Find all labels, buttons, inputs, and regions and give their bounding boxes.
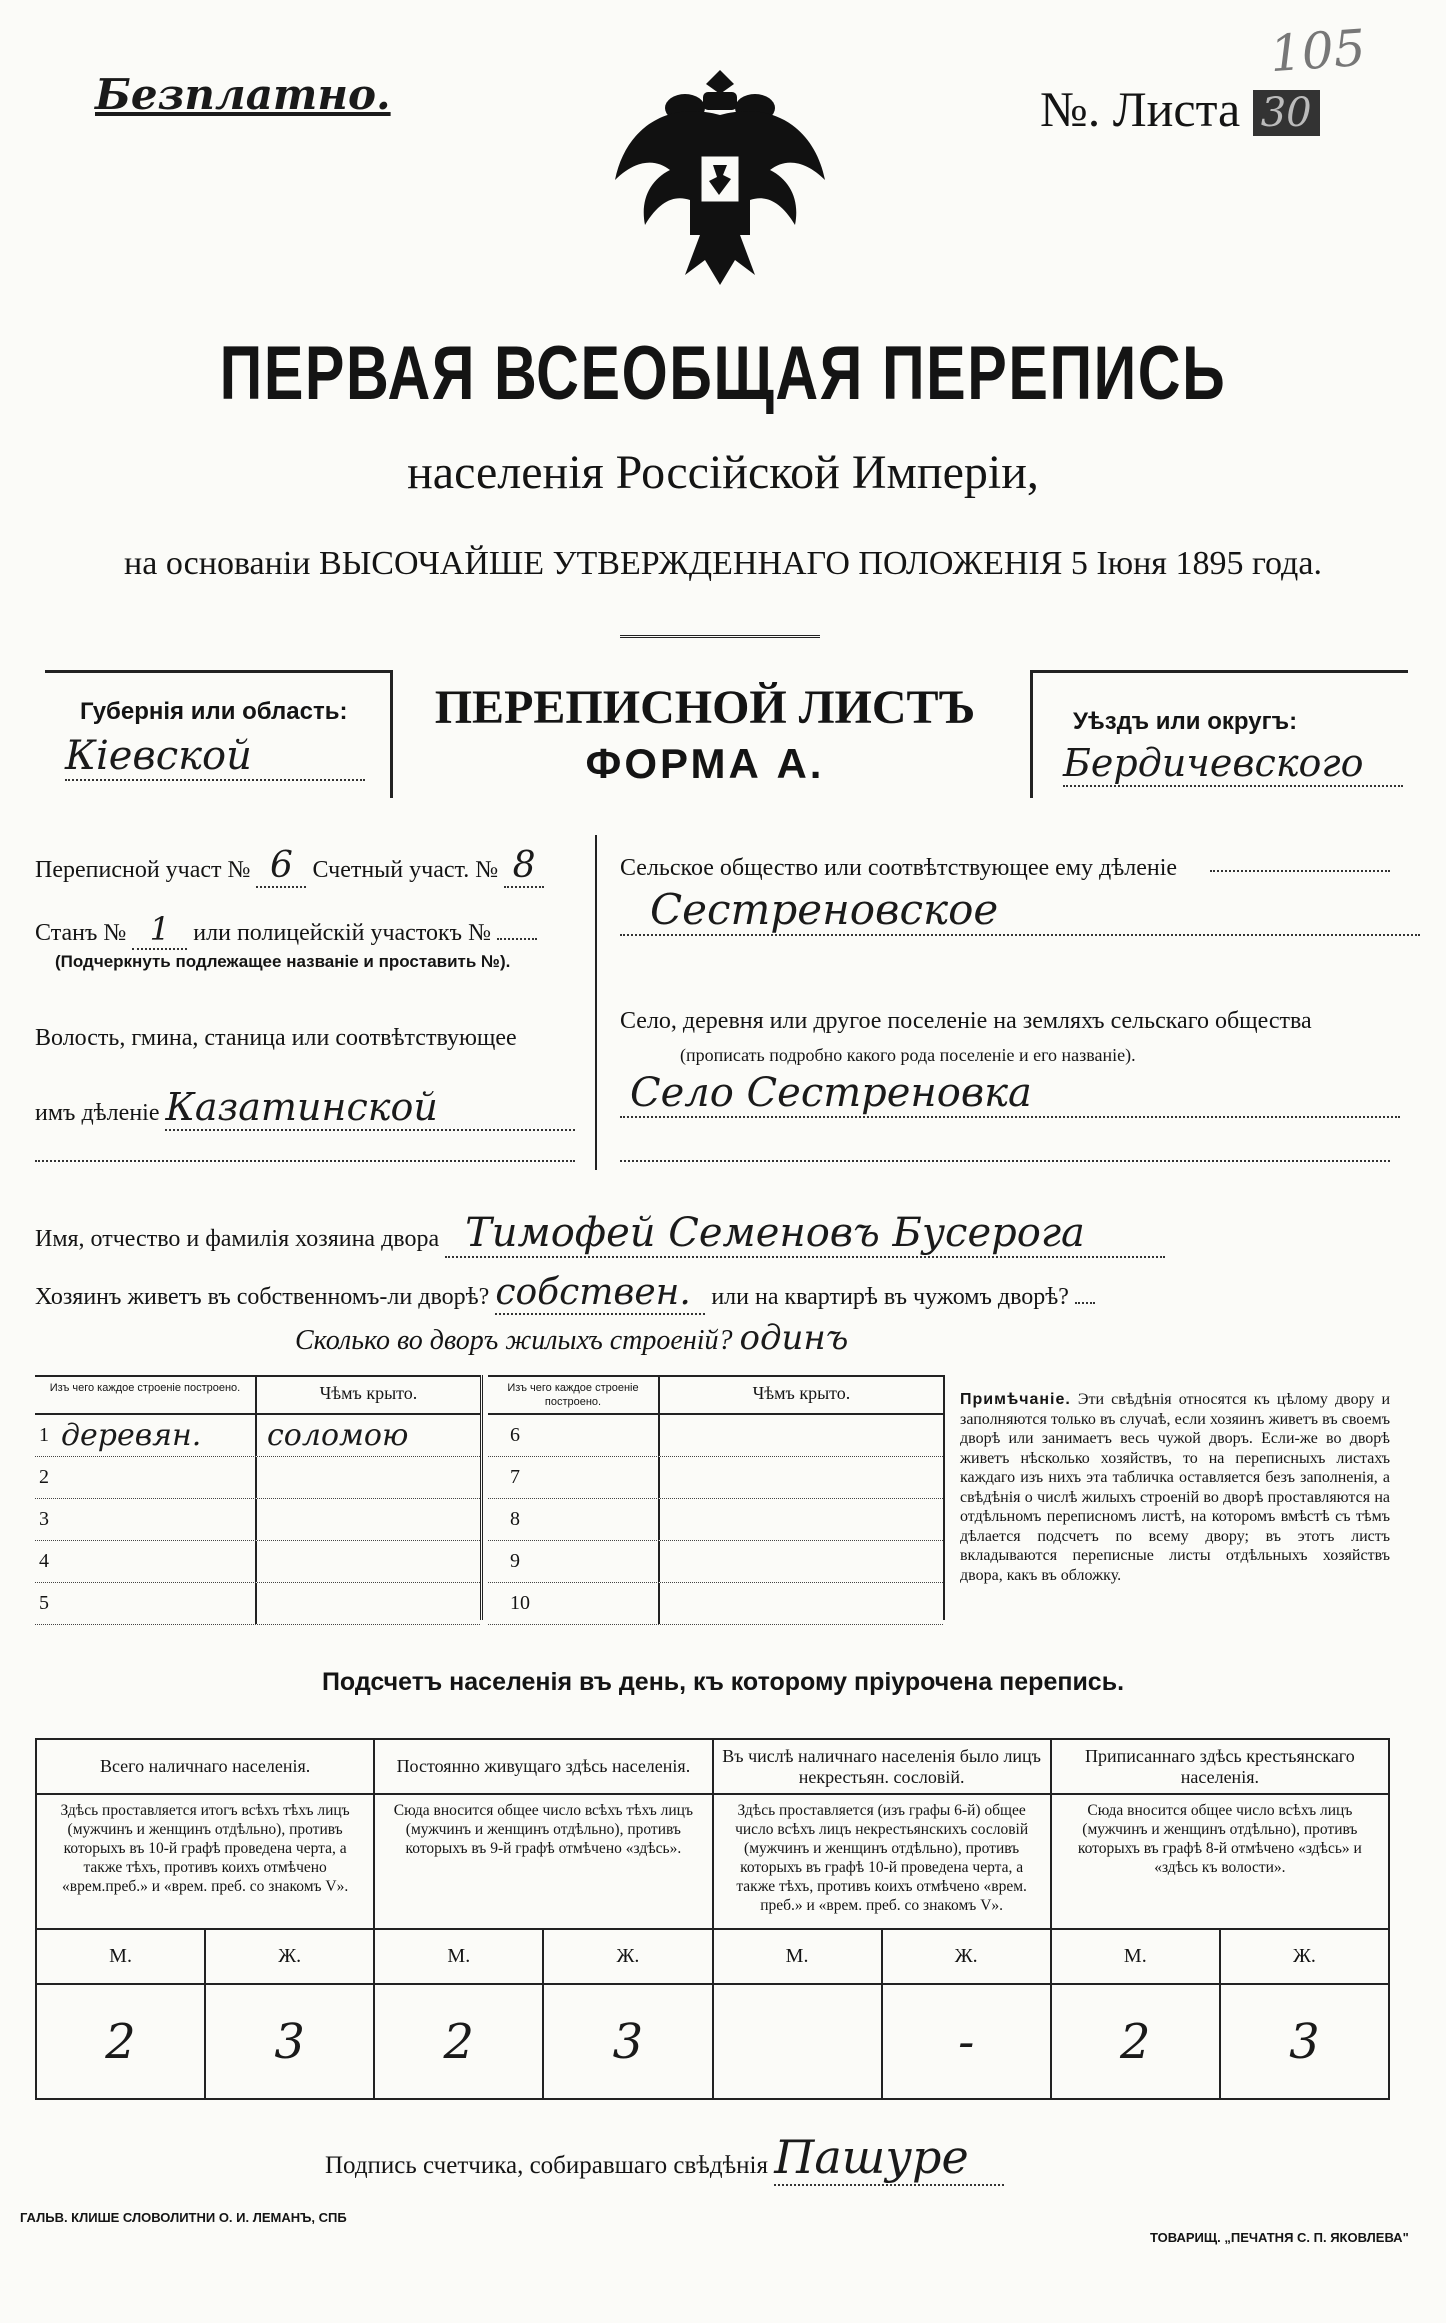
roof-cell[interactable] xyxy=(660,1541,943,1582)
signature-value[interactable]: Пашуре xyxy=(774,2130,1004,2186)
volost-value[interactable]: Казатинской xyxy=(165,1085,575,1131)
stan-label: Станъ № xyxy=(35,920,127,946)
count-column-header: Всего наличнаго населенія. xyxy=(36,1739,374,1794)
material-cell[interactable] xyxy=(35,1457,257,1498)
note-block xyxy=(960,1390,1390,1585)
female-count[interactable]: 3 xyxy=(1220,1984,1389,2099)
note-text: Эти свѣдѣнія относятся къ цѣлому двору и заполняются только въ случаѣ, если хозяинъ живетъ въ своемъ дворѣ или занимаетъ весь чужой дворъ. Если-же во дворѣ живетъ нѣсколько хозяйствъ, то на переписныхъ листахъ каждаго изъ нихъ эта табличка оставляется безъ заполненія, а свѣдѣнія о числѣ жилыхъ строеній во дворѣ проставляются на отдѣльномъ переписномъ листѣ, на которомъ вмѣстѣ съ тѣмъ дѣлается подсчетъ по всему двору; въ этотъ листъ вкладываются переписные листы отдѣльныхъ хозяйствъ двора, какъ въ обложку. xyxy=(960,1391,1391,1584)
stan-value[interactable]: 1 xyxy=(132,910,187,950)
buildings-table-left xyxy=(35,1375,480,1625)
roof-value[interactable] xyxy=(257,1583,480,1624)
female-label: Ж. xyxy=(543,1929,712,1984)
material-cell[interactable] xyxy=(488,1499,660,1540)
owner-label: Имя, отчество и фамилія хозяина двора xyxy=(35,1226,440,1252)
male-label: М. xyxy=(374,1929,543,1984)
owner-line xyxy=(35,1210,1165,1258)
col-material-header: Изъ чего каждое строеніе построено. xyxy=(35,1377,257,1413)
ornament-divider xyxy=(620,635,820,638)
female-label: Ж. xyxy=(205,1929,374,1984)
col-material-header-right: Изъ чего каждое строеніе построено. xyxy=(488,1377,660,1413)
owner-value[interactable]: Тимофей Семеновъ Бусерога xyxy=(445,1210,1165,1258)
count-title: Подсчетъ населенія въ день, къ которому пріурочена перепись. xyxy=(321,1668,1125,1696)
building-row xyxy=(35,1457,480,1499)
building-row xyxy=(35,1583,480,1625)
material-cell[interactable] xyxy=(488,1457,660,1498)
material-cell[interactable] xyxy=(488,1541,660,1582)
count-area-label: Счетный участ. № xyxy=(312,857,499,883)
eagle-emblem-icon xyxy=(605,60,835,290)
buildings-table-divider xyxy=(480,1375,483,1620)
building-row xyxy=(488,1499,943,1541)
male-label: М. xyxy=(1051,1929,1220,1984)
lives-line xyxy=(35,1272,1095,1315)
row-number: 1 xyxy=(39,1424,49,1446)
roof-value[interactable] xyxy=(257,1541,480,1582)
row-number: 9 xyxy=(510,1550,520,1572)
col-roof-header-right: Чѣмъ крыто. xyxy=(752,1383,851,1403)
signature-line xyxy=(325,2130,1004,2186)
form-title: ПЕРЕПИСНОЙ ЛИСТЪ xyxy=(434,681,976,734)
row-number: 4 xyxy=(39,1550,49,1572)
note-title: Примѣчаніе. xyxy=(960,1391,1071,1408)
female-count[interactable]: - xyxy=(882,1984,1051,2099)
count-column-desc: Здѣсь проставляется (изъ графы 6-й) общее число всѣхъ лицъ некрестьянскихъ сословій (мужчинъ и женщинъ отдѣльно), противъ которыхъ въ графѣ 10-й проведена черта, а также тѣхъ, противъ коихъ отмѣчено «врем. преб.» и «врем. преб. со знакомъ V». xyxy=(713,1794,1051,1929)
male-label: М. xyxy=(713,1929,882,1984)
volost-label-1: Волость, гмина, станица или соотвѣтствующее xyxy=(35,1025,517,1051)
district-box xyxy=(1030,670,1408,798)
village-extra-line[interactable] xyxy=(620,1160,1390,1162)
buildings-line xyxy=(295,1318,848,1358)
form-subtitle: ФОРМА А. xyxy=(585,740,825,787)
building-row xyxy=(488,1541,943,1583)
district-value[interactable]: Бердичевского xyxy=(1063,741,1403,787)
female-label: Ж. xyxy=(1220,1929,1389,1984)
material-value: деревян. xyxy=(61,1418,202,1453)
building-row xyxy=(488,1583,943,1625)
building-row xyxy=(35,1499,480,1541)
female-label: Ж. xyxy=(882,1929,1051,1984)
building-row xyxy=(35,1541,480,1583)
buildings-rows-left xyxy=(35,1415,480,1625)
buildings-table-right xyxy=(488,1375,943,1625)
row-number: 2 xyxy=(39,1466,49,1488)
page-subtitle: населенія Россійской Имперіи, xyxy=(407,446,1039,499)
count-column-header: Постоянно живущаго здѣсь населенія. xyxy=(374,1739,712,1794)
signature-label: Подпись счетчика, собиравшаго свѣдѣнія xyxy=(325,2152,768,2179)
buildings-label: Сколько во дворъ жилыхъ строеній? xyxy=(295,1325,733,1356)
roof-cell[interactable] xyxy=(660,1457,943,1498)
volost-extra-line[interactable] xyxy=(35,1160,575,1162)
male-label: М. xyxy=(36,1929,205,1984)
male-count[interactable]: 2 xyxy=(36,1984,205,2099)
row-number: 10 xyxy=(510,1592,530,1614)
material-cell[interactable] xyxy=(488,1415,660,1456)
basis-line: на основаніи ВЫСОЧАЙШЕ УТВЕРЖДЕННАГО ПОЛОЖЕНІЯ 5 Іюня 1895 года. xyxy=(124,545,1322,582)
society-label: Сельское общество или соотвѣтствующее ему дѣленіе xyxy=(620,855,1178,881)
printer-right: ТОВАРИЩ. „ПЕЧАТНЯ С. П. ЯКОВЛЕВА" xyxy=(1150,2230,1409,2245)
building-row xyxy=(488,1415,943,1457)
row-number: 8 xyxy=(510,1508,520,1530)
male-count[interactable]: 2 xyxy=(1051,1984,1220,2099)
material-cell[interactable] xyxy=(488,1583,660,1624)
society-value[interactable]: Сестреновское xyxy=(620,885,1420,936)
roof-value[interactable] xyxy=(257,1499,480,1540)
count-column-desc: Сюда вносится общее число всѣхъ тѣхъ лицъ (мужчинъ и женщинъ отдѣльно), противъ которыхъ въ 9-й графѣ отмѣчено «здѣсь». xyxy=(374,1794,712,1929)
female-count[interactable]: 3 xyxy=(205,1984,374,2099)
free-label: Безплатно. xyxy=(95,70,391,119)
row-number: 6 xyxy=(510,1424,520,1446)
sheet-number-label: №. Листа xyxy=(1040,81,1241,137)
volost-label-2: имъ дѣленіе xyxy=(35,1100,160,1126)
lives-label-2: или на квартирѣ въ чужомъ дворѣ? xyxy=(711,1284,1069,1310)
material-cell[interactable] xyxy=(35,1583,257,1624)
material-cell[interactable] xyxy=(35,1415,257,1456)
count-area-value[interactable]: 8 xyxy=(504,845,544,888)
count-table xyxy=(35,1738,1390,2100)
building-row xyxy=(35,1415,480,1457)
roof-cell[interactable] xyxy=(660,1415,943,1456)
stan-line xyxy=(35,910,537,950)
census-area-label: Переписной участ № xyxy=(35,857,251,883)
count-column-header: Въ числѣ наличнаго населенія было лицъ некрестьян. сословій. xyxy=(713,1739,1051,1794)
province-value[interactable]: Кіевской xyxy=(65,733,365,781)
society-dots xyxy=(1210,870,1390,872)
material-cell[interactable] xyxy=(35,1499,257,1540)
roof-value[interactable]: соломою xyxy=(267,1418,409,1453)
male-count[interactable] xyxy=(713,1984,882,2099)
roof-cell[interactable] xyxy=(660,1499,943,1540)
row-number: 3 xyxy=(39,1508,49,1530)
material-cell[interactable] xyxy=(35,1541,257,1582)
lives-label: Хозяинъ живетъ въ собственномъ-ли дворѣ? xyxy=(35,1284,490,1310)
police-value[interactable] xyxy=(497,938,537,940)
buildings-value[interactable]: одинъ xyxy=(739,1318,849,1358)
lives-value[interactable]: собствен. xyxy=(495,1272,705,1315)
page-title: ПЕРВАЯ ВСЕОБЩАЯ ПЕРЕПИСЬ xyxy=(219,331,1227,416)
volost-line xyxy=(35,1085,575,1131)
sheet-number-value: 30 xyxy=(1253,90,1320,136)
lives-other-value[interactable] xyxy=(1075,1302,1095,1304)
building-row xyxy=(488,1457,943,1499)
village-note: (прописать подробно какого рода поселеніе и его названіе). xyxy=(680,1045,1136,1065)
printer-left: ГАЛЬВ. КЛИШЕ СЛОВОЛИТНИ О. И. ЛЕМАНЪ, СПБ xyxy=(20,2210,347,2225)
roof-value[interactable] xyxy=(257,1457,480,1498)
corner-mark: 105 xyxy=(1268,18,1368,84)
row-number: 5 xyxy=(39,1592,49,1614)
col-roof-header: Чѣмъ крыто. xyxy=(319,1383,418,1403)
male-count[interactable]: 2 xyxy=(374,1984,543,2099)
census-area-value[interactable]: 6 xyxy=(256,845,306,888)
village-label: Село, деревня или другое поселеніе на земляхъ сельскаго общества xyxy=(620,1008,1312,1034)
count-column-desc: Здѣсь проставляется итогъ всѣхъ тѣхъ лицъ (мужчинъ и женщинъ отдѣльно), противъ которыхъ въ 10-й графѣ проведена черта, а также тѣхъ, противъ коихъ отмѣчено «врем.преб.» и «врем. преб. со знакомъ V». xyxy=(36,1794,374,1929)
village-value[interactable]: Село Сестреновка xyxy=(620,1070,1400,1118)
row-number: 7 xyxy=(510,1466,520,1488)
police-label: или полицейскій участокъ № xyxy=(193,920,491,946)
count-column-header: Приписаннаго здѣсь крестьянскаго населенія. xyxy=(1051,1739,1389,1794)
province-box xyxy=(45,670,393,798)
buildings-rows-right xyxy=(488,1415,943,1625)
census-area-line xyxy=(35,845,544,888)
province-label: Губернія или область: xyxy=(80,698,348,725)
roof-cell[interactable] xyxy=(660,1583,943,1624)
buildings-table-end xyxy=(943,1375,945,1620)
column-divider xyxy=(595,835,597,1170)
underline-note: (Подчеркнуть подлежащее названіе и проставить №). xyxy=(55,952,511,971)
count-column-desc: Сюда вносится общее число всѣхъ лицъ (мужчинъ и женщинъ отдѣльно), противъ которыхъ въ графѣ 8-й отмѣчено «здѣсь» и «здѣсь къ волости». xyxy=(1051,1794,1389,1929)
sheet-number xyxy=(1040,80,1320,138)
female-count[interactable]: 3 xyxy=(543,1984,712,2099)
district-label: Уѣздъ или округъ: xyxy=(1073,708,1298,735)
